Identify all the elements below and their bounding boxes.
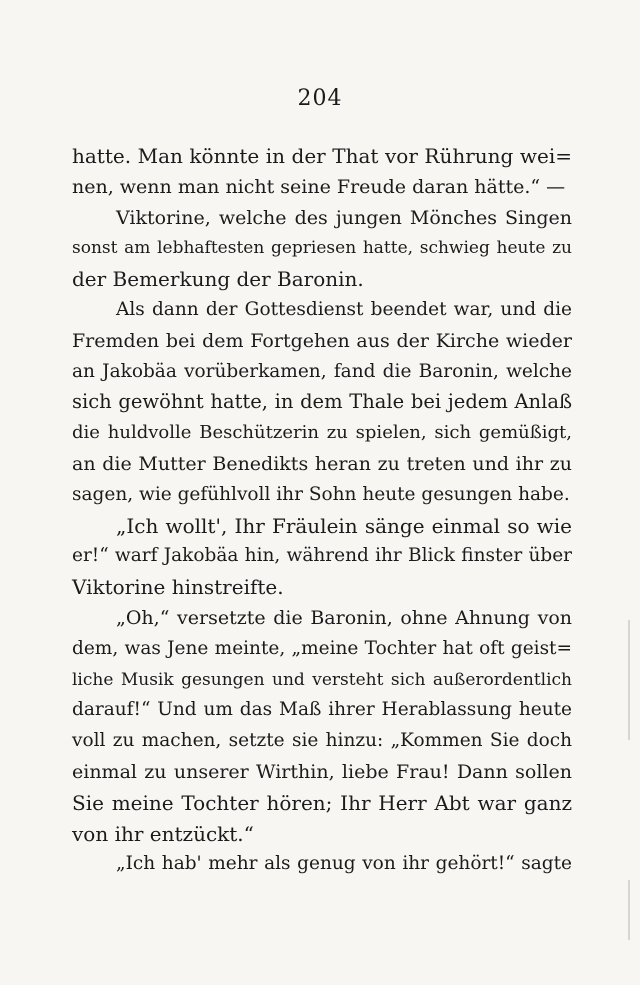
text-line: Fremden bei dem Fortgehen aus der Kirche wieder [72, 329, 572, 352]
text-line: der Bemerkung der Baronin. [72, 267, 364, 292]
text-line: Sie meine Tochter hören; Ihr Herr Abt war ganz [72, 790, 572, 815]
text-line: sich gewöhnt hatte, in dem Thale bei jedem Anlaß [72, 390, 572, 414]
text-line: sagen, wie gefühlvoll ihr Sohn heute gesungen habe. [72, 483, 570, 505]
text-line: von ihr entzückt.“ [72, 821, 254, 846]
text-line: Viktorine hinstreifte. [72, 575, 284, 600]
text-line: Als dann der Gottesdienst beendet war, und die [116, 298, 572, 320]
text-line: „Ich hab' mehr als genug von ihr gehört!“ sagte [116, 853, 572, 875]
page-edge-shadow [628, 620, 630, 740]
text-line: hatte. Man könnte in der That vor Rührung wei= [72, 144, 572, 168]
text-line: „Oh,“ versetzte die Baronin, ohne Ahnung von [116, 606, 572, 629]
text-line: an die Mutter Benedikts heran zu treten und ihr zu [72, 452, 572, 475]
text-line: dem, was Jene meinte, „meine Tochter hat oft geist= [72, 637, 572, 659]
text-line: einmal zu unserer Wirthin, liebe Frau! Dann sollen [72, 760, 572, 783]
text-line: voll zu machen, setzte sie hinzu: „Kommen Sie doch [72, 730, 572, 752]
text-line: liche Musik gesungen und versteht sich außerordentlich [72, 669, 572, 690]
text-line: „Ich wollt', Ihr Fräulein sänge einmal so wie [116, 513, 572, 538]
text-line: die huldvolle Beschützerin zu spielen, sich gemüßigt, [72, 422, 572, 444]
text-line: er!“ warf Jakobäa hin, während ihr Blick finster über [72, 545, 572, 567]
body-text [72, 141, 572, 880]
page-number: 204 [297, 86, 343, 111]
text-line: darauf!“ Und um das Maß ihrer Herablassung heute [72, 699, 572, 721]
text-line: an Jakobäa vorüberkamen, fand die Baronin, welche [72, 360, 572, 382]
text-line: nen, wenn man nicht seine Freude daran hätte.“ — [72, 175, 566, 198]
page-edge-shadow [628, 880, 630, 940]
text-line: Viktorine, welche des jungen Mönches Singen [116, 206, 572, 229]
text-line: sonst am lebhaftesten gepriesen hatte, schwieg heute zu [72, 238, 572, 259]
